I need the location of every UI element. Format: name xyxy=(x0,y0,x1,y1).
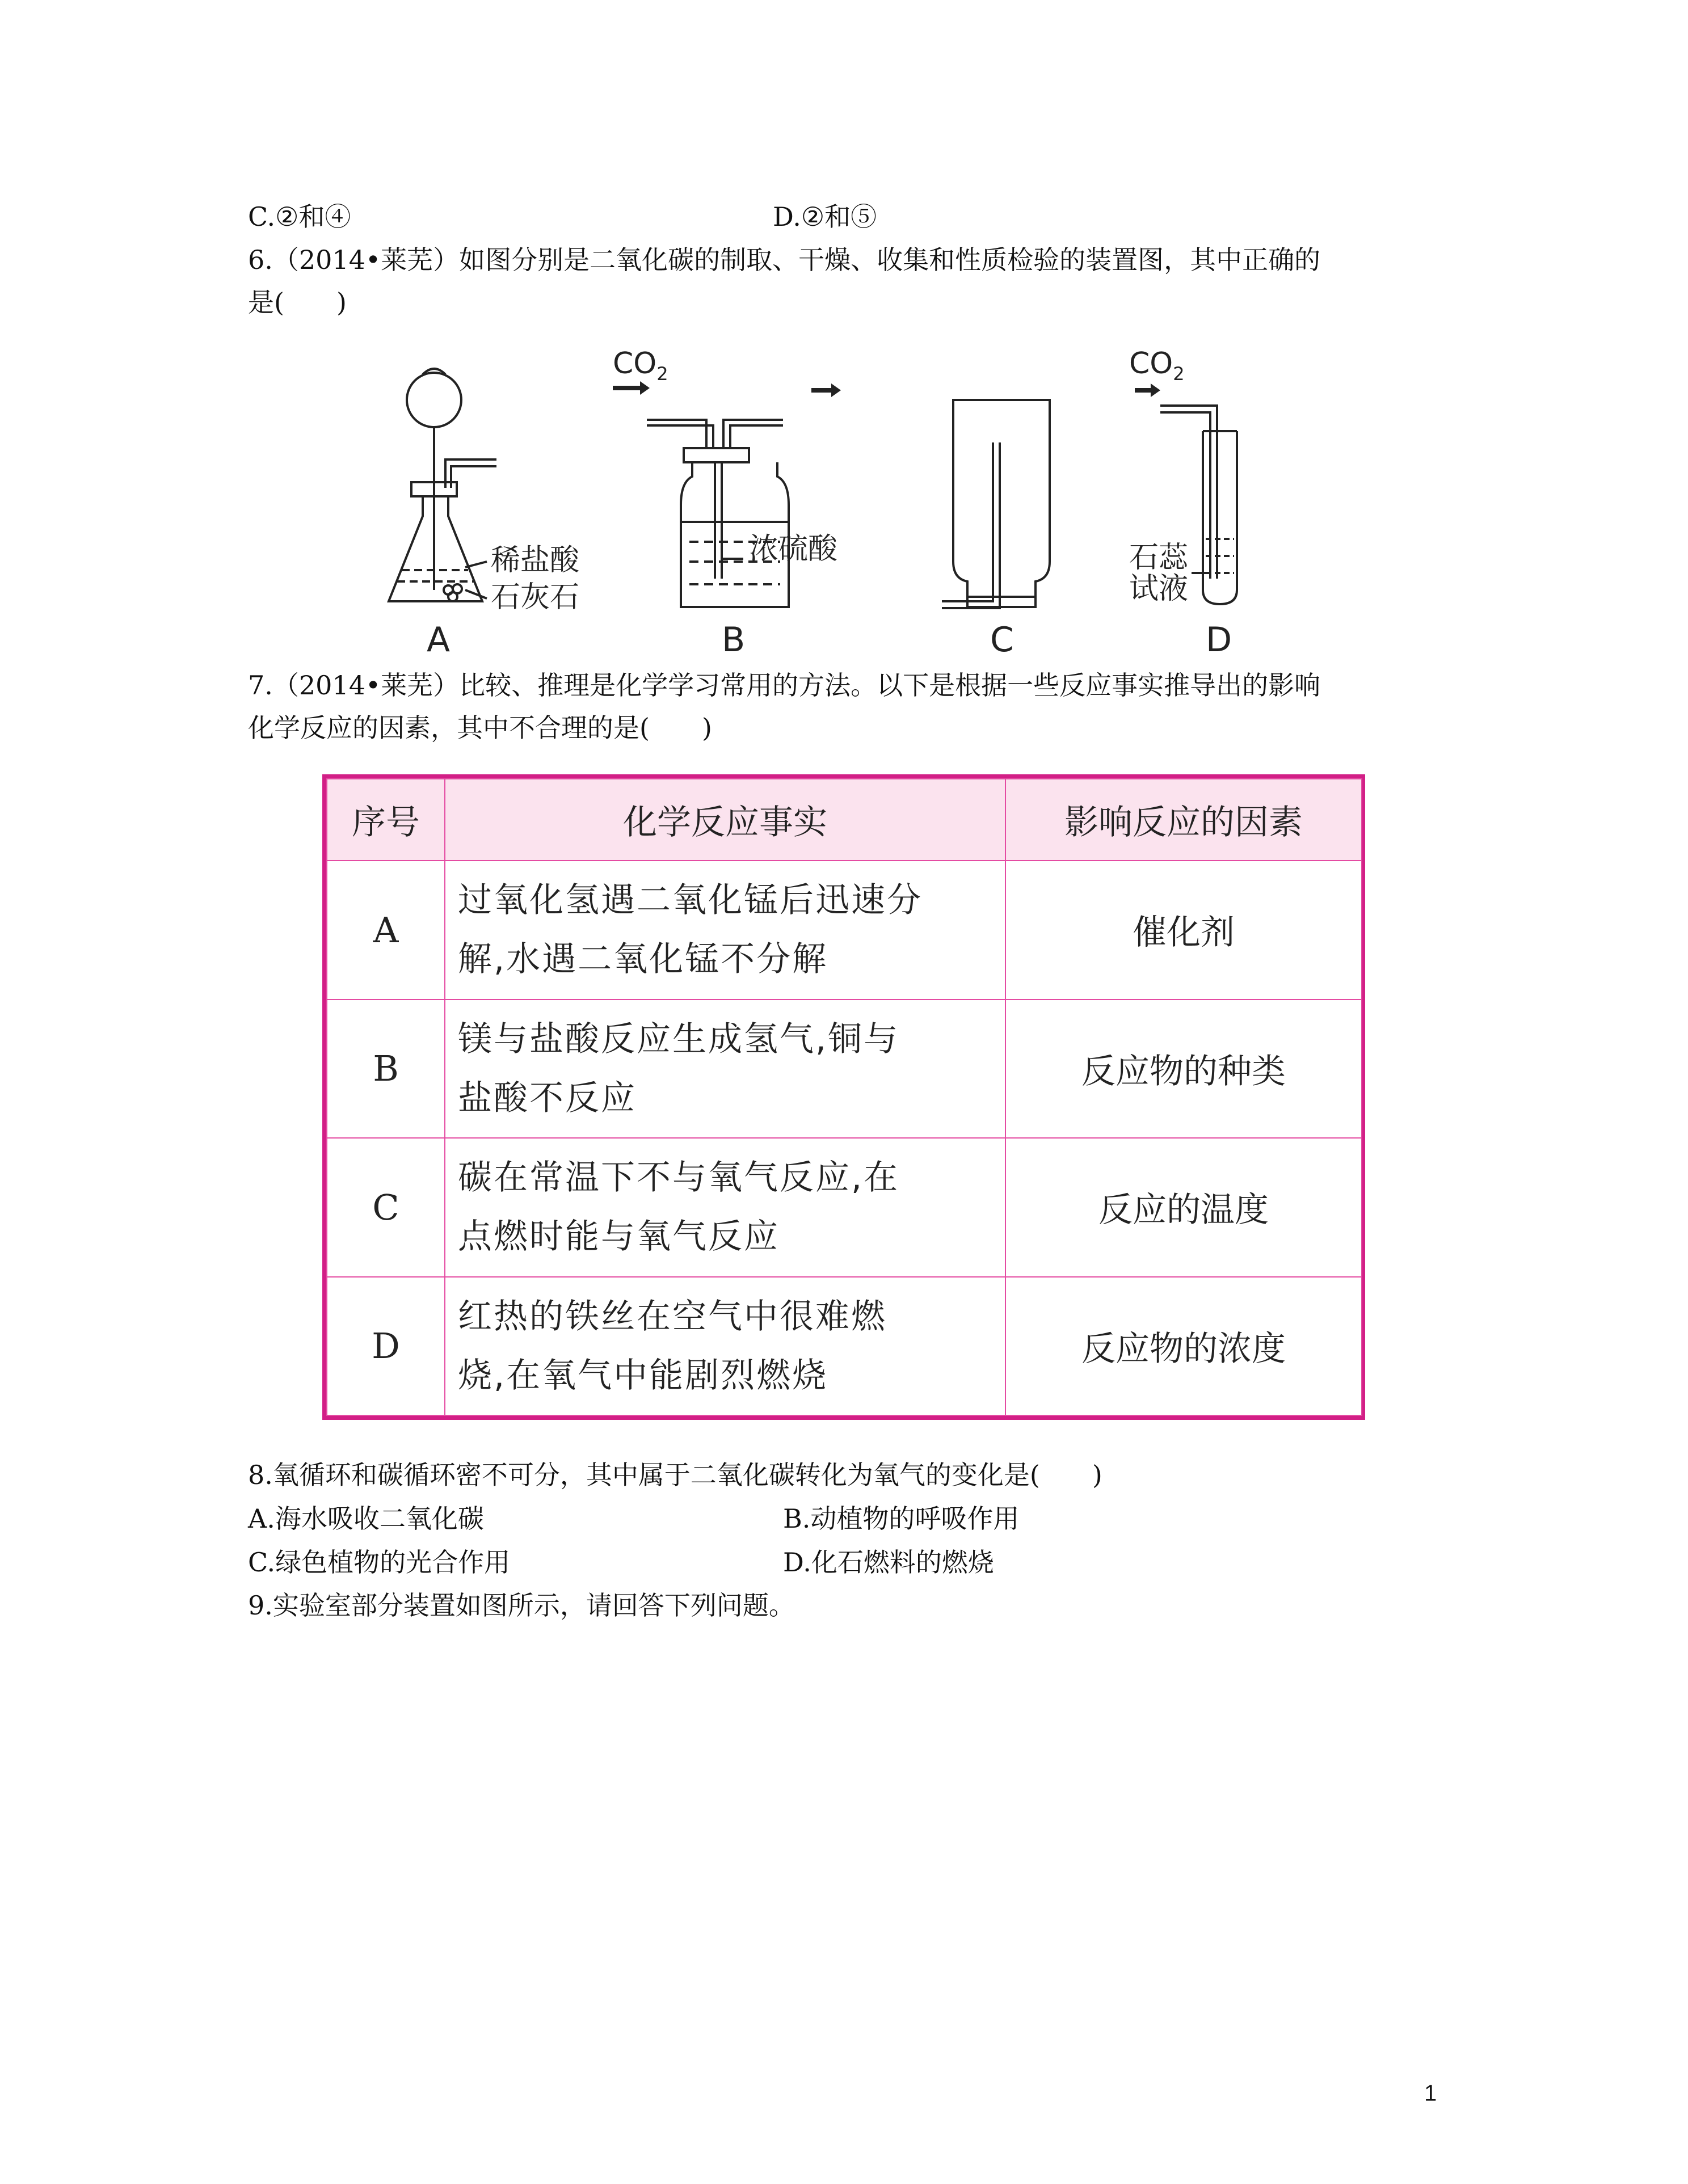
q6-stem-line2: 是( ) xyxy=(248,287,347,318)
label-a-acid: 稀盐酸 xyxy=(491,543,580,577)
row-seq: A xyxy=(327,861,445,1000)
apparatus-c xyxy=(942,400,1050,608)
q8-stem: 8.氧循环和碳循环密不可分，其中属于二氧化碳转化为氧气的变化是( ) xyxy=(248,1460,1102,1490)
label-d-solution-1: 石蕊 xyxy=(1129,541,1189,575)
row-factor: 反应物的浓度 xyxy=(1005,1277,1362,1416)
q8-option-c: C.绿色植物的光合作用 xyxy=(248,1547,511,1578)
q8-option-d: D.化石燃料的燃烧 xyxy=(783,1547,994,1578)
q6-stem-line1: 6.（2014•莱芜）如图分别是二氧化碳的制取、干燥、收集和性质检验的装置图，其中正确的 xyxy=(248,244,1321,275)
q7-stem-line2: 化学反应的因素，其中不合理的是( ) xyxy=(248,712,712,743)
table-row xyxy=(327,1000,1362,1139)
apparatus-a xyxy=(389,369,496,601)
label-a-stone: 石灰石 xyxy=(491,580,580,614)
label-d-solution-2: 试液 xyxy=(1129,572,1189,606)
q8-option-b: B.动植物的呼吸作用 xyxy=(783,1503,1020,1534)
q9-stem: 9.实验室部分装置如图所示，请回答下列问题。 xyxy=(248,1590,795,1621)
header-fact: 化学反应事实 xyxy=(445,779,1005,861)
row-fact: 镁与盐酸反应生成氢气,铜与 盐酸不反应 xyxy=(445,1000,1005,1139)
table-row xyxy=(327,861,1362,1000)
label-a: A xyxy=(427,620,451,660)
label-c: C xyxy=(990,620,1014,660)
q5-option-d: D.②和⑤ xyxy=(773,201,877,232)
row-factor: 催化剂 xyxy=(1005,861,1362,1000)
header-seq: 序号 xyxy=(327,779,445,861)
row-factor: 反应物的种类 xyxy=(1005,1000,1362,1139)
q7-stem-line1: 7.（2014•莱芜）比较、推理是化学学习常用的方法。以下是根据一些反应事实推导出的影响 xyxy=(248,670,1321,701)
row-seq: D xyxy=(327,1277,445,1416)
apparatus-b xyxy=(647,420,789,607)
table-row xyxy=(327,1277,1362,1416)
row-seq: C xyxy=(327,1138,445,1277)
label-b: B xyxy=(722,620,746,660)
apparatus-figure xyxy=(374,340,1305,664)
row-factor: 反应的温度 xyxy=(1005,1138,1362,1277)
label-d: D xyxy=(1206,620,1232,660)
row-fact: 过氧化氢遇二氧化锰后迅速分 解,水遇二氧化锰不分解 xyxy=(445,861,1005,1000)
table-row xyxy=(327,1138,1362,1277)
label-b-gas: $CO_2$ xyxy=(613,347,668,385)
row-fact: 碳在常温下不与氧气反应,在 点燃时能与氧气反应 xyxy=(445,1138,1005,1277)
label-d-gas: $CO_2$ xyxy=(1129,347,1185,385)
reaction-factors-table xyxy=(322,774,1365,1420)
row-fact: 红热的铁丝在空气中很难燃 烧,在氧气中能剧烈燃烧 xyxy=(445,1277,1005,1416)
q5-option-c: C.②和④ xyxy=(248,201,351,232)
q8-option-a: A.海水吸收二氧化碳 xyxy=(248,1503,484,1534)
row-seq: B xyxy=(327,1000,445,1139)
header-factor: 影响反应的因素 xyxy=(1005,779,1362,861)
label-b-acid: 浓硫酸 xyxy=(749,532,838,566)
table-header-row xyxy=(327,779,1362,861)
page-number: 1 xyxy=(1424,2081,1437,2106)
